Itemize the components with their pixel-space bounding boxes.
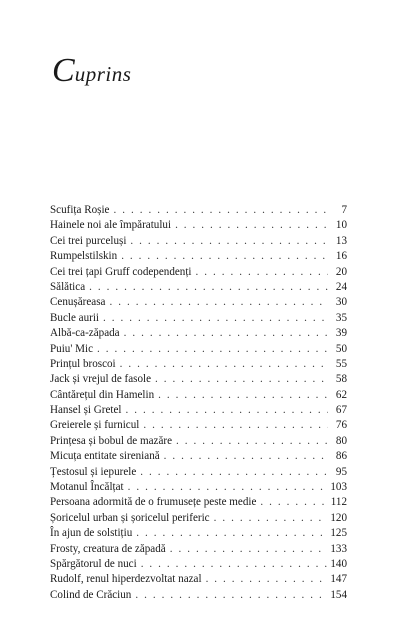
- toc-entry-page-number: 16: [335, 250, 347, 263]
- toc-entry: [50, 372, 347, 387]
- toc-entry: [50, 203, 347, 218]
- table-of-contents: [50, 203, 347, 603]
- toc-entry: [50, 218, 347, 233]
- dot-leader: [128, 480, 328, 495]
- toc-entry-title: Persoana adormită de o frumusețe peste medie: [50, 496, 257, 509]
- toc-entry-page-number: 133: [330, 542, 347, 555]
- toc-entry-page-number: 24: [335, 280, 347, 293]
- toc-entry: [50, 465, 347, 480]
- dot-leader: [89, 280, 328, 295]
- toc-entry-title: Rumpelstilskin: [50, 250, 118, 263]
- toc-entry-title: Puiu' Mic: [50, 342, 93, 355]
- toc-entry-title: Spărgătorul de nuci: [50, 557, 137, 570]
- toc-entry: [50, 265, 347, 280]
- toc-entry-title: Cei trei purceluși: [50, 234, 127, 247]
- toc-entry: [50, 449, 347, 464]
- toc-entry-title: Scufița Roșie: [50, 204, 110, 216]
- dot-leader: [176, 434, 328, 449]
- toc-entry-title: Albă-ca-zăpada: [50, 327, 120, 340]
- toc-entry-title: Sălătica: [50, 280, 86, 293]
- toc-entry: [50, 588, 347, 603]
- toc-entry-page-number: 13: [335, 234, 347, 247]
- dot-leader: [143, 418, 328, 433]
- toc-entry: [50, 495, 347, 510]
- dot-leader: [158, 388, 328, 403]
- dot-leader: [97, 342, 328, 357]
- dot-leader: [214, 511, 328, 526]
- dot-leader: [120, 357, 328, 372]
- toc-entry-page-number: 147: [330, 573, 347, 586]
- dot-leader: [121, 249, 328, 264]
- dot-leader: [164, 449, 328, 464]
- dot-leader: [113, 203, 328, 218]
- toc-entry-title: Prințul broscoi: [50, 357, 116, 370]
- dot-leader: [175, 218, 328, 233]
- page-title: [52, 54, 131, 88]
- toc-entry-title: Țestosul și iepurele: [50, 465, 137, 478]
- toc-entry: [50, 295, 347, 310]
- toc-entry-page-number: 10: [335, 219, 347, 232]
- toc-entry-title: Hainele noi ale împăratului: [50, 219, 172, 232]
- dot-leader: [124, 326, 328, 341]
- dot-leader: [130, 234, 328, 249]
- dot-leader: [136, 526, 327, 541]
- toc-entry-title: Micuța entitate sireniană: [50, 450, 160, 463]
- dot-leader: [140, 465, 328, 480]
- toc-entry: [50, 511, 347, 526]
- toc-entry-title: Rudolf, renul hiperdezvoltat nazal: [50, 573, 202, 586]
- title-rest: uprins: [74, 62, 132, 86]
- toc-entry-title: Cei trei țapi Gruff codependenți: [50, 265, 192, 278]
- toc-entry-page-number: 154: [330, 588, 347, 601]
- toc-entry-title: În ajun de solstițiu: [50, 527, 133, 540]
- dot-leader: [125, 403, 328, 418]
- toc-entry-page-number: 140: [330, 557, 347, 570]
- toc-entry: [50, 418, 347, 433]
- toc-entry-page-number: 67: [335, 404, 347, 417]
- dot-leader: [155, 372, 328, 387]
- toc-entry-page-number: 20: [335, 265, 347, 278]
- dot-leader: [170, 542, 328, 557]
- toc-entry-page-number: 125: [330, 527, 347, 540]
- toc-entry: [50, 234, 347, 249]
- toc-entry: [50, 357, 347, 372]
- toc-entry-page-number: 112: [330, 496, 347, 509]
- toc-entry-page-number: 95: [335, 465, 347, 478]
- dot-leader: [196, 265, 329, 280]
- toc-entry: [50, 388, 347, 403]
- dot-leader: [135, 588, 327, 603]
- toc-entry: [50, 311, 347, 326]
- toc-entry-page-number: 80: [335, 434, 347, 447]
- toc-entry-page-number: 58: [335, 373, 347, 386]
- toc-entry-title: Motanul Încălțat: [50, 481, 124, 494]
- toc-entry-title: Greierele și furnicul: [50, 419, 140, 432]
- toc-entry-page-number: 30: [335, 296, 347, 309]
- toc-entry-title: Bucle aurii: [50, 311, 99, 324]
- toc-entry-title: Șoricelul urban și șoricelul periferic: [50, 511, 210, 524]
- toc-entry-title: Colind de Crăciun: [50, 588, 132, 601]
- toc-entry-page-number: 76: [335, 419, 347, 432]
- dot-leader: [260, 495, 327, 510]
- toc-entry-page-number: 103: [330, 481, 347, 494]
- toc-entry-title: Cântărețul din Hamelin: [50, 388, 155, 401]
- toc-entry-page-number: 86: [335, 450, 347, 463]
- toc-entry: [50, 326, 347, 341]
- toc-entry: [50, 526, 347, 541]
- toc-entry-page-number: 50: [335, 342, 347, 355]
- dot-leader: [103, 311, 328, 326]
- title-initial: C: [52, 52, 75, 89]
- toc-entry: [50, 480, 347, 495]
- toc-entry-title: Jack și vrejul de fasole: [50, 373, 152, 386]
- toc-entry-page-number: 39: [335, 327, 347, 340]
- toc-entry-page-number: 55: [335, 357, 347, 370]
- toc-entry-title: Frosty, creatura de zăpadă: [50, 542, 166, 555]
- toc-entry-title: Prințesa și bobul de mazăre: [50, 434, 172, 447]
- toc-entry-page-number: 62: [335, 388, 347, 401]
- toc-entry-page-number: 35: [335, 311, 347, 324]
- toc-entry: [50, 542, 347, 557]
- toc-entry: [50, 249, 347, 264]
- toc-entry-page-number: 120: [330, 511, 347, 524]
- toc-entry-title: Hansel și Gretel: [50, 404, 122, 417]
- toc-entry: [50, 280, 347, 295]
- toc-entry: [50, 403, 347, 418]
- toc-entry: [50, 434, 347, 449]
- toc-entry: [50, 572, 347, 587]
- toc-entry-title: Cenușăreasa: [50, 296, 106, 309]
- toc-entry: [50, 557, 347, 572]
- dot-leader: [206, 572, 328, 587]
- toc-entry: [50, 342, 347, 357]
- dot-leader: [109, 295, 328, 310]
- toc-entry-page-number: 7: [341, 204, 347, 216]
- dot-leader: [141, 557, 328, 572]
